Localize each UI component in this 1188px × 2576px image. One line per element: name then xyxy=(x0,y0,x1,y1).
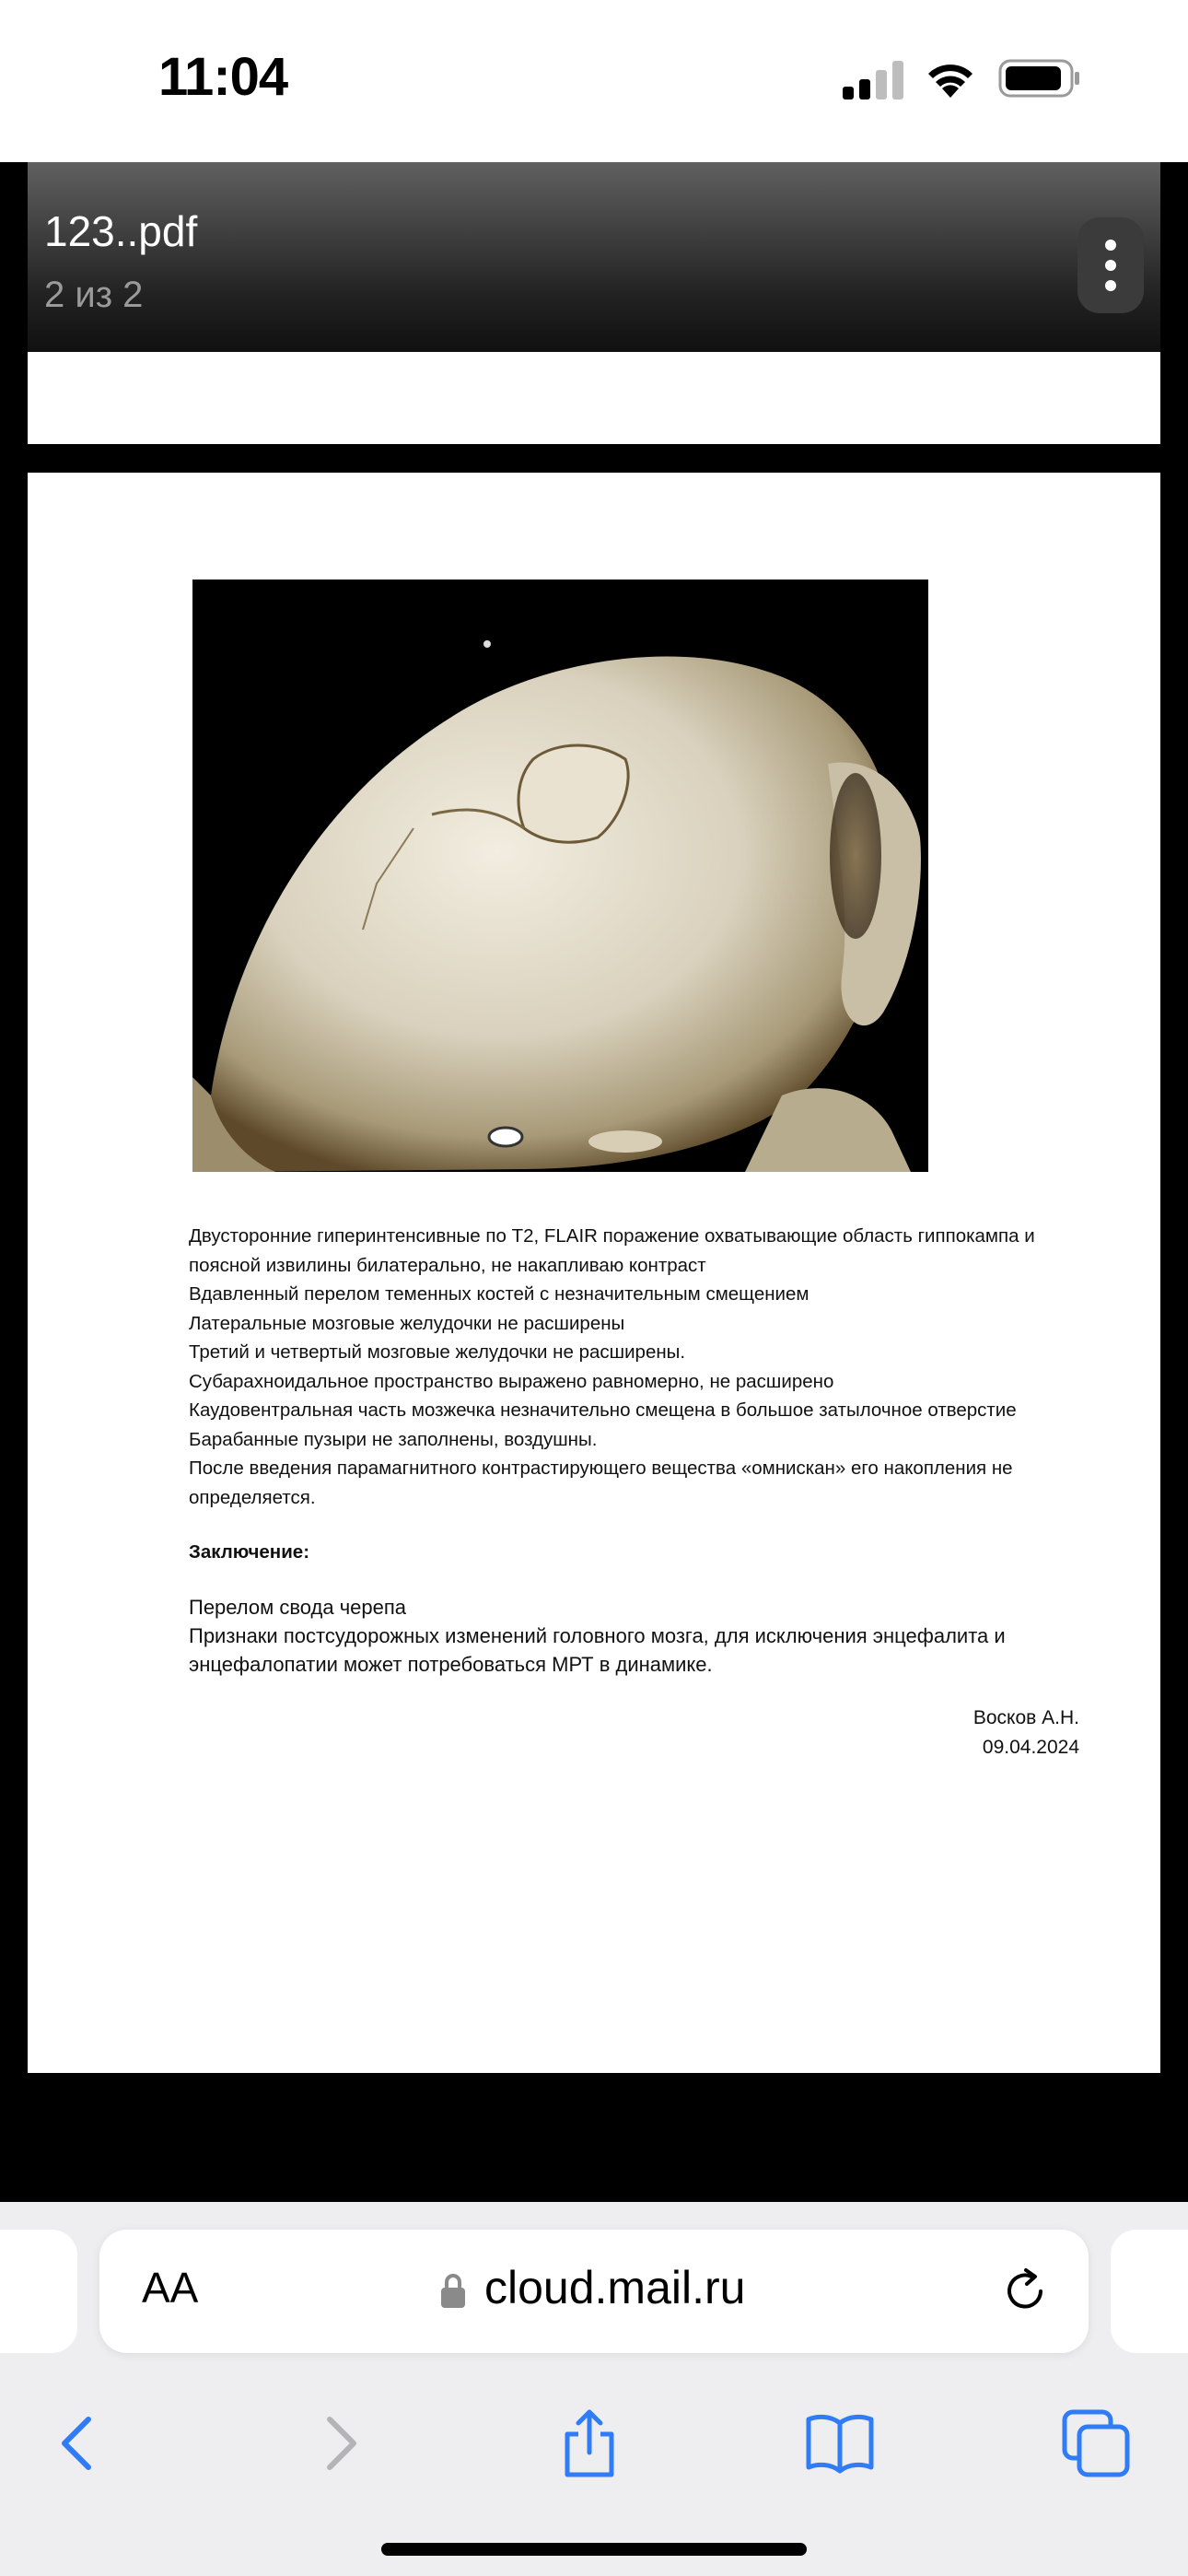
battery-icon xyxy=(998,59,1081,98)
back-icon[interactable] xyxy=(42,2406,116,2480)
conclusion-line: Признаки постсудорожных изменений головного мозга, для исключения энцефалита и энцефалопатии может потребоваться МРТ в динамике. xyxy=(189,1623,1006,1676)
report-finding: Вдавленный перелом теменных костей с незначительным смещением xyxy=(189,1283,809,1305)
lock-icon xyxy=(440,2272,466,2309)
more-icon xyxy=(1105,240,1116,251)
file-name: 123..pdf xyxy=(44,207,198,255)
conclusion-text xyxy=(189,1593,1110,1679)
status-bar xyxy=(0,0,1188,162)
more-options-button[interactable] xyxy=(1077,217,1144,313)
skull-ct-scan-image xyxy=(192,580,928,1172)
tabs-icon[interactable] xyxy=(1059,2406,1133,2480)
safari-toolbar xyxy=(0,2383,1188,2502)
signature-name: Восков А.Н. xyxy=(973,1707,1079,1728)
pdf-header xyxy=(28,162,1160,352)
conclusion-heading: Заключение: xyxy=(189,1541,310,1563)
safari-bottom-bar xyxy=(0,2202,1188,2576)
pdf-viewer[interactable] xyxy=(0,162,1188,2202)
address-bar[interactable] xyxy=(99,2230,1089,2353)
page-indicator: 2 из 2 xyxy=(44,275,144,315)
report-finding: Барабанные пузыри не заполнены, воздушны. xyxy=(189,1428,598,1450)
report-finding: Двусторонние гиперинтенсивные по Т2, FLAIR поражение охватывающие область гиппокампа и поясной извилины билатерально, не накапливаю контраст xyxy=(189,1225,1035,1276)
report-finding: Латеральные мозговые желудочки не расширены xyxy=(189,1312,625,1334)
reload-icon[interactable] xyxy=(998,2265,1052,2318)
forward-icon[interactable] xyxy=(302,2406,376,2480)
share-icon[interactable] xyxy=(553,2406,626,2480)
bookmarks-icon[interactable] xyxy=(803,2406,877,2480)
url-text: cloud.mail.ru xyxy=(484,2262,746,2313)
report-text xyxy=(189,1222,1110,1679)
signature-block xyxy=(973,1704,1079,1762)
wifi-icon xyxy=(925,57,976,100)
report-finding: Субарахноидальное пространство выражено равномерно, не расширено xyxy=(189,1370,834,1392)
next-tab-card[interactable] xyxy=(1111,2230,1188,2353)
report-finding: Третий и четвертый мозговые желудочки не расширены. xyxy=(189,1341,686,1363)
report-finding: Каудовентральная часть мозжечка незначительно смещена в большое затылочное отверстие xyxy=(189,1399,1017,1421)
pdf-page xyxy=(28,473,1160,2073)
text-size-button[interactable] xyxy=(142,2263,198,2313)
status-time: 11:04 xyxy=(158,47,288,107)
text-size-label: AA xyxy=(142,2264,199,2312)
cellular-signal-icon xyxy=(843,61,905,100)
report-finding: После введения парамагнитного контрастирующего вещества «омнискан» его накопления не определяется. xyxy=(189,1458,1013,1508)
previous-tab-card[interactable] xyxy=(0,2230,77,2353)
conclusion-line: Перелом свода черепа xyxy=(189,1595,407,1619)
signature-date: 09.04.2024 xyxy=(982,1737,1079,1758)
home-indicator[interactable] xyxy=(381,2543,807,2556)
